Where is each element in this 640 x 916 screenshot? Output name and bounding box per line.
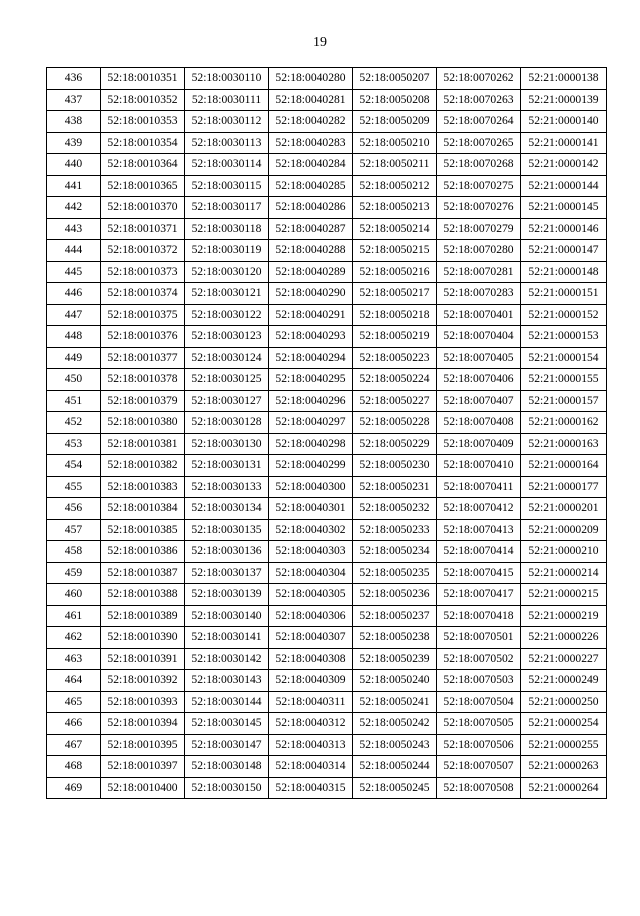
cadastral-number-cell: 52:18:0010390 <box>101 627 185 649</box>
cadastral-table <box>46 67 607 799</box>
cadastral-number-cell: 52:18:0010370 <box>101 197 185 219</box>
table-row <box>47 154 607 176</box>
cadastral-number-cell: 52:21:0000148 <box>521 261 607 283</box>
cadastral-number-cell: 52:18:0010351 <box>101 68 185 90</box>
table-row <box>47 197 607 219</box>
table-row <box>47 734 607 756</box>
cadastral-number-cell: 52:21:0000151 <box>521 283 607 305</box>
cadastral-number-cell: 52:21:0000264 <box>521 777 607 799</box>
cadastral-number-cell: 52:21:0000255 <box>521 734 607 756</box>
cadastral-number-cell: 52:18:0050240 <box>353 670 437 692</box>
table-row <box>47 476 607 498</box>
cadastral-number-cell: 52:18:0030136 <box>185 541 269 563</box>
cadastral-number-cell: 52:18:0050216 <box>353 261 437 283</box>
cadastral-number-cell: 52:18:0030125 <box>185 369 269 391</box>
cadastral-number-cell: 52:18:0030142 <box>185 648 269 670</box>
row-number-cell: 448 <box>47 326 101 348</box>
cadastral-number-cell: 52:18:0050236 <box>353 584 437 606</box>
cadastral-number-cell: 52:18:0010372 <box>101 240 185 262</box>
cadastral-number-cell: 52:18:0030140 <box>185 605 269 627</box>
cadastral-number-cell: 52:18:0070262 <box>437 68 521 90</box>
cadastral-number-cell: 52:18:0040293 <box>269 326 353 348</box>
cadastral-number-cell: 52:18:0010385 <box>101 519 185 541</box>
row-number-cell: 459 <box>47 562 101 584</box>
cadastral-number-cell: 52:18:0050213 <box>353 197 437 219</box>
row-number-cell: 460 <box>47 584 101 606</box>
cadastral-number-cell: 52:18:0030128 <box>185 412 269 434</box>
row-number-cell: 440 <box>47 154 101 176</box>
cadastral-number-cell: 52:18:0070418 <box>437 605 521 627</box>
cadastral-number-cell: 52:18:0030144 <box>185 691 269 713</box>
cadastral-number-cell: 52:18:0070505 <box>437 713 521 735</box>
cadastral-number-cell: 52:18:0040286 <box>269 197 353 219</box>
cadastral-number-cell: 52:18:0050238 <box>353 627 437 649</box>
cadastral-number-cell: 52:18:0030115 <box>185 175 269 197</box>
table-row <box>47 111 607 133</box>
row-number-cell: 462 <box>47 627 101 649</box>
cadastral-number-cell: 52:18:0010382 <box>101 455 185 477</box>
cadastral-number-cell: 52:18:0040313 <box>269 734 353 756</box>
row-number-cell: 437 <box>47 89 101 111</box>
table-row <box>47 175 607 197</box>
row-number-cell: 453 <box>47 433 101 455</box>
cadastral-number-cell: 52:18:0030141 <box>185 627 269 649</box>
cadastral-number-cell: 52:21:0000210 <box>521 541 607 563</box>
cadastral-number-cell: 52:18:0010381 <box>101 433 185 455</box>
cadastral-number-cell: 52:18:0040314 <box>269 756 353 778</box>
cadastral-number-cell: 52:18:0010400 <box>101 777 185 799</box>
cadastral-number-cell: 52:18:0010394 <box>101 713 185 735</box>
cadastral-number-cell: 52:18:0070265 <box>437 132 521 154</box>
cadastral-number-cell: 52:18:0010386 <box>101 541 185 563</box>
cadastral-number-cell: 52:18:0070263 <box>437 89 521 111</box>
cadastral-number-cell: 52:18:0050210 <box>353 132 437 154</box>
cadastral-number-cell: 52:18:0040305 <box>269 584 353 606</box>
cadastral-number-cell: 52:18:0040285 <box>269 175 353 197</box>
cadastral-number-cell: 52:18:0030113 <box>185 132 269 154</box>
cadastral-number-cell: 52:18:0070414 <box>437 541 521 563</box>
cadastral-number-cell: 52:18:0050224 <box>353 369 437 391</box>
cadastral-number-cell: 52:18:0050227 <box>353 390 437 412</box>
cadastral-number-cell: 52:21:0000177 <box>521 476 607 498</box>
cadastral-number-cell: 52:18:0030143 <box>185 670 269 692</box>
cadastral-number-cell: 52:21:0000142 <box>521 154 607 176</box>
cadastral-number-cell: 52:18:0070280 <box>437 240 521 262</box>
cadastral-number-cell: 52:18:0010392 <box>101 670 185 692</box>
cadastral-number-cell: 52:18:0010391 <box>101 648 185 670</box>
cadastral-number-cell: 52:18:0010395 <box>101 734 185 756</box>
row-number-cell: 465 <box>47 691 101 713</box>
cadastral-number-cell: 52:18:0040296 <box>269 390 353 412</box>
cadastral-number-cell: 52:18:0010375 <box>101 304 185 326</box>
cadastral-number-cell: 52:18:0010371 <box>101 218 185 240</box>
cadastral-number-cell: 52:18:0050217 <box>353 283 437 305</box>
cadastral-number-cell: 52:18:0070401 <box>437 304 521 326</box>
row-number-cell: 444 <box>47 240 101 262</box>
cadastral-number-cell: 52:18:0010397 <box>101 756 185 778</box>
cadastral-number-cell: 52:18:0070276 <box>437 197 521 219</box>
cadastral-number-cell: 52:18:0030145 <box>185 713 269 735</box>
cadastral-number-cell: 52:18:0050208 <box>353 89 437 111</box>
cadastral-number-cell: 52:18:0070501 <box>437 627 521 649</box>
cadastral-number-cell: 52:18:0030111 <box>185 89 269 111</box>
cadastral-number-cell: 52:18:0030150 <box>185 777 269 799</box>
cadastral-number-cell: 52:18:0050237 <box>353 605 437 627</box>
cadastral-number-cell: 52:21:0000226 <box>521 627 607 649</box>
cadastral-number-cell: 52:18:0030120 <box>185 261 269 283</box>
cadastral-number-cell: 52:18:0030147 <box>185 734 269 756</box>
cadastral-number-cell: 52:18:0030148 <box>185 756 269 778</box>
table-row <box>47 605 607 627</box>
cadastral-number-cell: 52:18:0010374 <box>101 283 185 305</box>
table-row <box>47 218 607 240</box>
cadastral-number-cell: 52:18:0010383 <box>101 476 185 498</box>
cadastral-number-cell: 52:18:0040290 <box>269 283 353 305</box>
cadastral-number-cell: 52:18:0050223 <box>353 347 437 369</box>
table-row <box>47 455 607 477</box>
cadastral-number-cell: 52:18:0050242 <box>353 713 437 735</box>
cadastral-number-cell: 52:18:0040299 <box>269 455 353 477</box>
cadastral-number-cell: 52:18:0050211 <box>353 154 437 176</box>
cadastral-number-cell: 52:18:0040294 <box>269 347 353 369</box>
cadastral-number-cell: 52:18:0050244 <box>353 756 437 778</box>
table-row <box>47 627 607 649</box>
cadastral-number-cell: 52:18:0070417 <box>437 584 521 606</box>
cadastral-number-cell: 52:18:0070411 <box>437 476 521 498</box>
cadastral-number-cell: 52:18:0070503 <box>437 670 521 692</box>
cadastral-number-cell: 52:18:0030119 <box>185 240 269 262</box>
cadastral-number-cell: 52:21:0000144 <box>521 175 607 197</box>
cadastral-number-cell: 52:18:0070409 <box>437 433 521 455</box>
cadastral-number-cell: 52:18:0040306 <box>269 605 353 627</box>
cadastral-number-cell: 52:18:0030137 <box>185 562 269 584</box>
row-number-cell: 458 <box>47 541 101 563</box>
cadastral-number-cell: 52:18:0040297 <box>269 412 353 434</box>
cadastral-number-cell: 52:21:0000249 <box>521 670 607 692</box>
cadastral-number-cell: 52:18:0070275 <box>437 175 521 197</box>
cadastral-number-cell: 52:18:0050207 <box>353 68 437 90</box>
table-row <box>47 433 607 455</box>
cadastral-number-cell: 52:21:0000145 <box>521 197 607 219</box>
cadastral-number-cell: 52:18:0040283 <box>269 132 353 154</box>
page-number: 19 <box>313 35 327 50</box>
table-row <box>47 412 607 434</box>
row-number-cell: 454 <box>47 455 101 477</box>
cadastral-number-cell: 52:18:0040281 <box>269 89 353 111</box>
cadastral-number-cell: 52:21:0000141 <box>521 132 607 154</box>
cadastral-number-cell: 52:18:0030118 <box>185 218 269 240</box>
cadastral-number-cell: 52:18:0070279 <box>437 218 521 240</box>
cadastral-number-cell: 52:18:0010352 <box>101 89 185 111</box>
cadastral-number-cell: 52:18:0040312 <box>269 713 353 735</box>
cadastral-number-cell: 52:21:0000215 <box>521 584 607 606</box>
table-row <box>47 691 607 713</box>
table-row <box>47 369 607 391</box>
row-number-cell: 441 <box>47 175 101 197</box>
cadastral-number-cell: 52:18:0050234 <box>353 541 437 563</box>
cadastral-number-cell: 52:18:0010393 <box>101 691 185 713</box>
table-row <box>47 648 607 670</box>
table-row <box>47 132 607 154</box>
cadastral-number-cell: 52:21:0000214 <box>521 562 607 584</box>
table-row <box>47 347 607 369</box>
cadastral-number-cell: 52:18:0040289 <box>269 261 353 283</box>
cadastral-number-cell: 52:18:0010389 <box>101 605 185 627</box>
cadastral-number-cell: 52:18:0030133 <box>185 476 269 498</box>
cadastral-number-cell: 52:18:0030121 <box>185 283 269 305</box>
row-number-cell: 443 <box>47 218 101 240</box>
cadastral-number-cell: 52:18:0050239 <box>353 648 437 670</box>
cadastral-number-cell: 52:18:0010379 <box>101 390 185 412</box>
cadastral-number-cell: 52:18:0030134 <box>185 498 269 520</box>
row-number-cell: 439 <box>47 132 101 154</box>
cadastral-number-cell: 52:18:0050235 <box>353 562 437 584</box>
cadastral-number-cell: 52:18:0010387 <box>101 562 185 584</box>
cadastral-number-cell: 52:18:0070504 <box>437 691 521 713</box>
row-number-cell: 457 <box>47 519 101 541</box>
cadastral-number-cell: 52:18:0010373 <box>101 261 185 283</box>
cadastral-number-cell: 52:18:0010376 <box>101 326 185 348</box>
cadastral-number-cell: 52:18:0030112 <box>185 111 269 133</box>
cadastral-number-cell: 52:18:0050215 <box>353 240 437 262</box>
cadastral-number-cell: 52:18:0040288 <box>269 240 353 262</box>
cadastral-number-cell: 52:21:0000152 <box>521 304 607 326</box>
row-number-cell: 466 <box>47 713 101 735</box>
table-row <box>47 670 607 692</box>
cadastral-number-cell: 52:18:0050214 <box>353 218 437 240</box>
cadastral-number-cell: 52:18:0010365 <box>101 175 185 197</box>
row-number-cell: 456 <box>47 498 101 520</box>
cadastral-number-cell: 52:18:0050245 <box>353 777 437 799</box>
cadastral-number-cell: 52:18:0070283 <box>437 283 521 305</box>
table-row <box>47 326 607 348</box>
cadastral-number-cell: 52:18:0050212 <box>353 175 437 197</box>
cadastral-number-cell: 52:18:0070407 <box>437 390 521 412</box>
cadastral-number-cell: 52:21:0000154 <box>521 347 607 369</box>
cadastral-number-cell: 52:18:0030139 <box>185 584 269 606</box>
cadastral-number-cell: 52:18:0050229 <box>353 433 437 455</box>
row-number-cell: 449 <box>47 347 101 369</box>
row-number-cell: 438 <box>47 111 101 133</box>
cadastral-number-cell: 52:18:0010388 <box>101 584 185 606</box>
cadastral-number-cell: 52:18:0070507 <box>437 756 521 778</box>
cadastral-number-cell: 52:18:0010354 <box>101 132 185 154</box>
cadastral-number-cell: 52:18:0070412 <box>437 498 521 520</box>
cadastral-number-cell: 52:18:0070410 <box>437 455 521 477</box>
row-number-cell: 450 <box>47 369 101 391</box>
table-row <box>47 390 607 412</box>
cadastral-number-cell: 52:18:0070413 <box>437 519 521 541</box>
cadastral-number-cell: 52:18:0070281 <box>437 261 521 283</box>
row-number-cell: 447 <box>47 304 101 326</box>
table-row <box>47 541 607 563</box>
cadastral-number-cell: 52:21:0000138 <box>521 68 607 90</box>
cadastral-number-cell: 52:18:0030114 <box>185 154 269 176</box>
cadastral-number-cell: 52:18:0070408 <box>437 412 521 434</box>
cadastral-number-cell: 52:18:0040295 <box>269 369 353 391</box>
cadastral-number-cell: 52:21:0000209 <box>521 519 607 541</box>
cadastral-number-cell: 52:18:0040301 <box>269 498 353 520</box>
cadastral-number-cell: 52:18:0070415 <box>437 562 521 584</box>
table-row <box>47 304 607 326</box>
cadastral-number-cell: 52:21:0000146 <box>521 218 607 240</box>
table-row <box>47 68 607 90</box>
table-row <box>47 562 607 584</box>
cadastral-number-cell: 52:18:0040309 <box>269 670 353 692</box>
table-row <box>47 777 607 799</box>
table-row <box>47 519 607 541</box>
cadastral-number-cell: 52:21:0000254 <box>521 713 607 735</box>
cadastral-number-cell: 52:18:0040300 <box>269 476 353 498</box>
cadastral-number-cell: 52:18:0040287 <box>269 218 353 240</box>
cadastral-number-cell: 52:18:0030131 <box>185 455 269 477</box>
cadastral-number-cell: 52:18:0070508 <box>437 777 521 799</box>
cadastral-number-cell: 52:18:0030127 <box>185 390 269 412</box>
table-body <box>47 68 607 799</box>
row-number-cell: 452 <box>47 412 101 434</box>
cadastral-number-cell: 52:18:0030122 <box>185 304 269 326</box>
cadastral-number-cell: 52:18:0050219 <box>353 326 437 348</box>
table-row <box>47 713 607 735</box>
table-row <box>47 89 607 111</box>
cadastral-number-cell: 52:21:0000163 <box>521 433 607 455</box>
cadastral-number-cell: 52:18:0010353 <box>101 111 185 133</box>
cadastral-number-cell: 52:18:0050243 <box>353 734 437 756</box>
cadastral-number-cell: 52:18:0040282 <box>269 111 353 133</box>
cadastral-number-cell: 52:18:0050228 <box>353 412 437 434</box>
cadastral-number-cell: 52:21:0000263 <box>521 756 607 778</box>
row-number-cell: 469 <box>47 777 101 799</box>
cadastral-number-cell: 52:18:0040298 <box>269 433 353 455</box>
cadastral-number-cell: 52:18:0070502 <box>437 648 521 670</box>
cadastral-number-cell: 52:18:0050209 <box>353 111 437 133</box>
row-number-cell: 442 <box>47 197 101 219</box>
cadastral-number-cell: 52:21:0000155 <box>521 369 607 391</box>
row-number-cell: 464 <box>47 670 101 692</box>
cadastral-number-cell: 52:21:0000153 <box>521 326 607 348</box>
cadastral-number-cell: 52:18:0010364 <box>101 154 185 176</box>
cadastral-number-cell: 52:21:0000162 <box>521 412 607 434</box>
cadastral-number-cell: 52:21:0000147 <box>521 240 607 262</box>
cadastral-number-cell: 52:18:0010384 <box>101 498 185 520</box>
cadastral-number-cell: 52:18:0050232 <box>353 498 437 520</box>
cadastral-number-cell: 52:18:0050231 <box>353 476 437 498</box>
row-number-cell: 467 <box>47 734 101 756</box>
table-row <box>47 261 607 283</box>
cadastral-number-cell: 52:18:0040308 <box>269 648 353 670</box>
cadastral-number-cell: 52:18:0030124 <box>185 347 269 369</box>
cadastral-number-cell: 52:21:0000157 <box>521 390 607 412</box>
cadastral-number-cell: 52:18:0040315 <box>269 777 353 799</box>
cadastral-number-cell: 52:18:0030117 <box>185 197 269 219</box>
cadastral-number-cell: 52:18:0050241 <box>353 691 437 713</box>
cadastral-number-cell: 52:18:0040304 <box>269 562 353 584</box>
cadastral-number-cell: 52:21:0000227 <box>521 648 607 670</box>
cadastral-number-cell: 52:18:0040284 <box>269 154 353 176</box>
cadastral-number-cell: 52:21:0000139 <box>521 89 607 111</box>
cadastral-number-cell: 52:18:0070506 <box>437 734 521 756</box>
row-number-cell: 461 <box>47 605 101 627</box>
cadastral-number-cell: 52:21:0000201 <box>521 498 607 520</box>
cadastral-number-cell: 52:18:0070405 <box>437 347 521 369</box>
table-row <box>47 240 607 262</box>
cadastral-number-cell: 52:21:0000219 <box>521 605 607 627</box>
cadastral-number-cell: 52:18:0070406 <box>437 369 521 391</box>
cadastral-number-cell: 52:18:0040311 <box>269 691 353 713</box>
cadastral-number-cell: 52:21:0000164 <box>521 455 607 477</box>
cadastral-number-cell: 52:18:0050230 <box>353 455 437 477</box>
row-number-cell: 463 <box>47 648 101 670</box>
table-row <box>47 584 607 606</box>
cadastral-number-cell: 52:18:0010380 <box>101 412 185 434</box>
cadastral-number-cell: 52:18:0070404 <box>437 326 521 348</box>
cadastral-number-cell: 52:18:0040291 <box>269 304 353 326</box>
cadastral-number-cell: 52:18:0030130 <box>185 433 269 455</box>
cadastral-number-cell: 52:18:0050218 <box>353 304 437 326</box>
cadastral-number-cell: 52:18:0070264 <box>437 111 521 133</box>
cadastral-number-cell: 52:18:0040303 <box>269 541 353 563</box>
row-number-cell: 446 <box>47 283 101 305</box>
row-number-cell: 468 <box>47 756 101 778</box>
row-number-cell: 436 <box>47 68 101 90</box>
cadastral-number-cell: 52:18:0040307 <box>269 627 353 649</box>
cadastral-number-cell: 52:18:0040302 <box>269 519 353 541</box>
table-row <box>47 756 607 778</box>
cadastral-number-cell: 52:21:0000250 <box>521 691 607 713</box>
table-row <box>47 498 607 520</box>
row-number-cell: 445 <box>47 261 101 283</box>
cadastral-number-cell: 52:18:0050233 <box>353 519 437 541</box>
table-row <box>47 283 607 305</box>
cadastral-number-cell: 52:18:0070268 <box>437 154 521 176</box>
cadastral-number-cell: 52:21:0000140 <box>521 111 607 133</box>
cadastral-number-cell: 52:18:0030110 <box>185 68 269 90</box>
cadastral-number-cell: 52:18:0030123 <box>185 326 269 348</box>
cadastral-number-cell: 52:18:0010377 <box>101 347 185 369</box>
cadastral-number-cell: 52:18:0010378 <box>101 369 185 391</box>
row-number-cell: 455 <box>47 476 101 498</box>
cadastral-number-cell: 52:18:0040280 <box>269 68 353 90</box>
cadastral-number-cell: 52:18:0030135 <box>185 519 269 541</box>
row-number-cell: 451 <box>47 390 101 412</box>
